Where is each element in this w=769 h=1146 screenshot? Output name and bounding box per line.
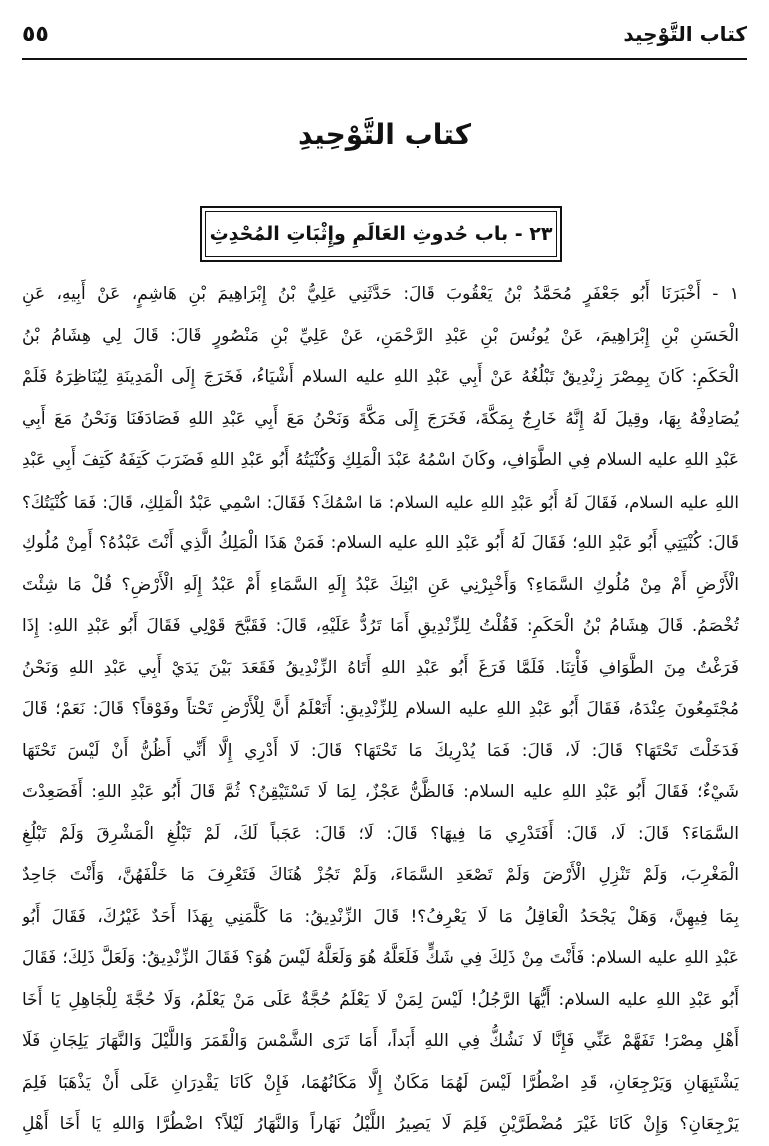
chapter-heading-frame	[205, 211, 557, 257]
text-line: الْأَرْضِ أَمْ مِنْ مُلُوكِ السَّمَاءِ؟ وَأَخْبِرْنِي عَنِ ابْنِكَ عَبْدُ إِلَهِ السَّمَاءِ أَمْ عَبْدُ إِلَهِ الْأَرْضِ؟ قُلْ مَا شِئْتَ	[22, 574, 739, 595]
book-title: كتاب التَّوْحِيدِ	[298, 118, 471, 151]
text-line: عَبْدِ اللهِ عليه السلام فِي الطَّوَافِ، وكَانَ اسْمُهُ عَبْدَ الْمَلِكِ وَكُنْيَتُهُ أَبُو عَبْدِ اللهِ فَضَرَبَ كَتِفَهُ كَتِفَ أَبِي عَبْدِ	[22, 450, 739, 470]
text-line: يَرْجِعَانِ؟ وَإِنْ كَانَا غَيْرَ مُضْطَرَّيْنِ فَلِمَ لَا يَصِيرُ اللَّيْلُ نَهَاراً وَالنَّهَارُ لَيْلاً؟ اضْطُرَّا وَاللهِ يَا أَخَا أَهْلِ	[22, 1114, 739, 1134]
text-line: فَدَخَلْتَ تَحْتَهَا؟ قَالَ: لَا، قَالَ: فَمَا يُدْرِيكَ مَا تَحْتَهَا؟ قَالَ: لَا أَدْرِي إِلَّا أَنِّي أَظُنُّ أَنْ لَيْسَ تَحْتَهَا	[22, 740, 739, 761]
hadith-text	[22, 274, 739, 1146]
text-line: يُصَادِفْهُ بِهَا، وقِيلَ لَهُ إِنَّهُ خَارِجٌ بِمَكَّةَ، فَخَرَجَ إِلَى مَكَّةَ وَنَحْنُ مَعَ أَبِي عَبْدِ اللهِ فَصَادَفَنَا وَنَحْنُ مَعَ أَبِي	[22, 408, 739, 429]
text-line: ١ - أَخْبَرَنَا أَبُو جَعْفَرٍ مُحَمَّدُ بْنُ يَعْقُوبَ قَالَ: حَدَّثَنِي عَلِيُّ بْنُ إِبْرَاهِيمَ بْنِ هَاشِمٍ، عَنْ أَبِيهِ، عَنِ	[22, 284, 739, 304]
running-title: كتاب التَّوْحِيد	[623, 22, 747, 46]
text-line: الْمَغْرِبَ، وَلَمْ تَنْزِلِ الْأَرْضَ وَلَمْ تَصْعَدِ السَّمَاءَ، وَلَمْ تَجُزْ هُنَاكَ فَتَعْرِفَ مَا خَلْفَهُنَّ، وَأَنْتَ جَاحِدٌ	[22, 865, 739, 885]
text-line: قَالَ: كُنْيَتِي أَبُو عَبْدِ اللهِ؛ فَقَالَ لَهُ أَبُو عَبْدِ اللهِ عليه السلام: فَمَنْ هَذَا الْمَلِكُ الَّذِي أَنْتَ عَبْدُهُ؟ أَمِنْ مُلُوكِ	[22, 533, 739, 553]
chapter-heading: ٢٣ - باب حُدوثِ العَالَمِ وإِثْبَاتِ المُحْدِثِ	[209, 223, 553, 245]
text-line: تُخْصَمُ. قَالَ هِشَامُ بْنُ الْحَكَمِ: فَقُلْتُ لِلزِّنْدِيقِ أَمَا تَرُدُّ عَلَيْهِ، قَالَ: فَقَبَّحَ قَوْلِي فَقَالَ أَبُو عَبْدِ اللهِ: إِذَا	[22, 616, 739, 636]
running-header	[22, 14, 747, 54]
chapter-heading-box	[200, 206, 562, 262]
text-line: عَبْدِ اللهِ عليه السلام: فَأَنْتَ مِنْ ذَلِكَ فِي شَكٍّ فَلَعَلَّهُ هُوَ وَلَعَلَّهُ لَيْسَ هُوَ؟ فَقَالَ الزِّنْدِيقُ: وَلَعَلَّ ذَلِكَ؛ فَقَالَ	[22, 948, 739, 968]
text-line: فَرَغْتُ مِنَ الطَّوَافِ فَأْتِنَا. فَلَمَّا فَرَغَ أَبُو عَبْدِ اللهِ أَتَاهُ الزِّنْدِيقُ فَقَعَدَ بَيْنَ يَدَيْ أَبِي عَبْدِ اللهِ وَنَحْنُ	[22, 657, 739, 678]
header-rule	[22, 58, 747, 60]
text-line: الْحَسَنِ بْنِ إِبْرَاهِيمَ، عَنْ يُونُسَ بْنِ عَبْدِ الرَّحْمَنِ، عَنْ عَلِيِّ بْنِ مَنْصُورٍ قَالَ: قَالَ لِي هِشَامُ بْنُ	[22, 325, 739, 346]
text-line: أَبُو عَبْدِ اللهِ عليه السلام: أَيُّهَا الرَّجُلُ! لَيْسَ لِمَنْ لَا يَعْلَمُ حُجَّةٌ عَلَى مَنْ يَعْلَمُ، وَلَا حُجَّةَ لِلْجَاهِلِ يَا أَخَا	[22, 989, 739, 1010]
text-line: شَيْءٌ؛ فَقَالَ أَبُو عَبْدِ اللهِ عليه السلام: فَالظَّنُّ عَجْزٌ، لِمَا لَا تَسْتَيْقِنُ؟ ثُمَّ قَالَ أَبُو عَبْدِ اللهِ: أَفَصَعِدْتَ	[22, 782, 739, 802]
text-line: مُجْتَمِعُونَ عِنْدَهُ، فَقَالَ أَبُو عَبْدِ اللهِ عليه السلام لِلزِّنْدِيقِ: أَتَعْلَمُ أَنَّ لِلْأَرْضِ تَحْتاً وفَوْقاً؟ قَالَ: نَعَمْ؛ قَالَ	[22, 699, 739, 719]
text-line: بِمَا فِيهِنَّ، وَهَلْ يَجْحَدُ الْعَاقِلُ مَا لَا يَعْرِفُ؟! قَالَ الزِّنْدِيقُ: مَا كَلَّمَنِي بِهَذَا أَحَدٌ غَيْرُكَ، فَقَالَ أَبُو	[22, 906, 739, 927]
text-line: أَهْلِ مِصْرَ! تَفَهَّمْ عَنِّي فَإِنَّا لَا نَشُكُّ فِي اللهِ أَبَداً، أَمَا تَرَى الشَّمْسَ وَالْقَمَرَ وَاللَّيْلَ وَالنَّهَارَ يَلِجَانِ فَلَا	[22, 1031, 739, 1051]
text-line: الْحَكَمِ: كَانَ بِمِصْرَ زِنْدِيقٌ تَبْلُغُهُ عَنْ أَبِي عَبْدِ اللهِ عليه السلام أَشْيَاءُ، فَخَرَجَ إِلَى الْمَدِينَةِ لِيُنَاظِرَهُ فَلَمْ	[22, 367, 739, 387]
text-line: السَّمَاءَ؟ قَالَ: لَا، قَالَ: أَفَتَدْرِي مَا فِيهَا؟ قَالَ: لَا؛ قَالَ: عَجَباً لَكَ، لَمْ تَبْلُغِ الْمَشْرِقَ وَلَمْ تَبْلُغِ	[22, 823, 739, 844]
text-line: اللهِ عليه السلام، فَقَالَ لَهُ أَبُو عَبْدِ اللهِ عليه السلام: مَا اسْمُكَ؟ فَقَالَ: اسْمِي عَبْدُ الْمَلِكِ، قَالَ: فَمَا كُنْيَتُكَ؟	[22, 492, 739, 512]
text-line: يَشْتَبِهَانِ وَيَرْجِعَانِ، قَدِ اضْطُرَّا لَيْسَ لَهُمَا مَكَانٌ إِلَّا مَكَانُهُمَا، فَإِنْ كَانَا يَقْدِرَانِ عَلَى أَنْ يَذْهَبَا فَلِمَ	[22, 1072, 739, 1093]
page-number: ٥٥	[22, 21, 49, 47]
